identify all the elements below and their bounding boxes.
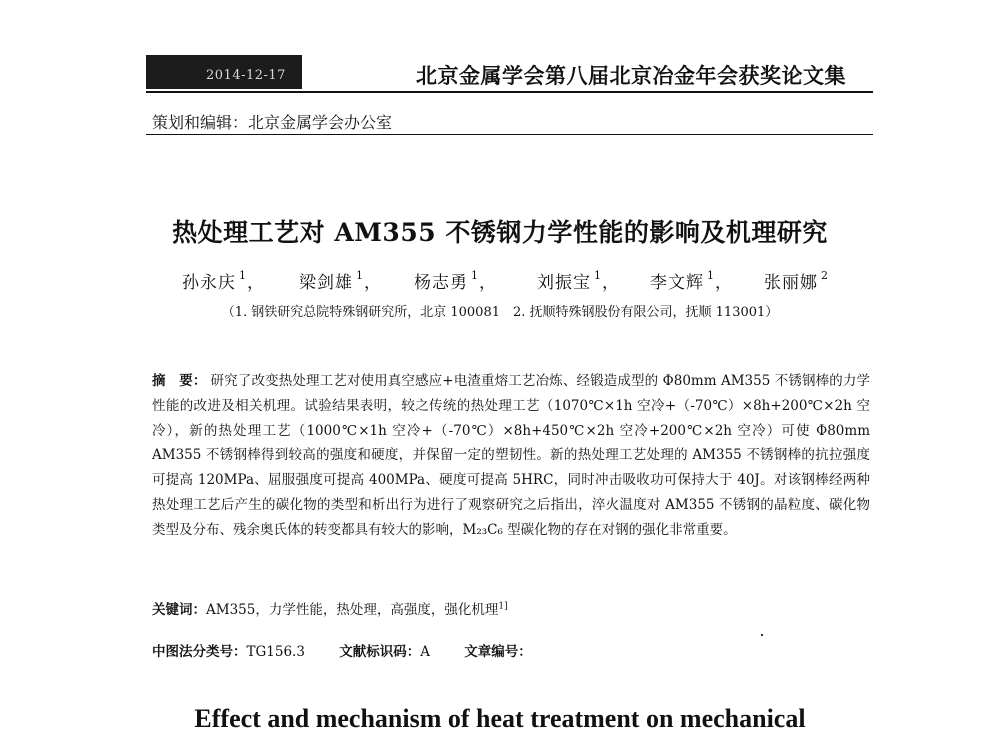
journal-title: 北京金属学会第八届北京冶金年会获奖论文集	[416, 63, 846, 88]
abstract-text: 研究了改变热处理工艺对使用真空感应+电渣重熔工艺冶炼、经锻造成型的 Φ80mm AM355 不锈钢棒的力学性能的改进及相关机理。试验结果表明，较之传统的热处理工艺（1070℃×1h 空冷+（-70℃）×8h+200℃×2h 空冷），新的热处理工艺（1000℃×1h 空冷+（-70℃）×8h+450℃×2h 空冷+200℃×2h 空冷）可使 Φ80mm AM355 不锈钢棒得到较高的强度和硬度，并保留一定的塑韧性。新的热处理工艺处理的 AM355 不锈钢棒的抗拉强度可提高 120MPa、屈服强度可提高 400MPa、硬度可提高 5HRC，同时冲击吸收功可保持大于 40J。对该钢棒经两种热处理工艺后产生的碳化物的类型和析出行为进行了观察研究之后指出，淬火温度对 AM355 不锈钢的晶粒度、碳化物类型及分布、残余奥氏体的转变都具有较大的影响，M₂₃C₆ 型碳化物的存在对钢的强化非常重要。	[152, 373, 871, 538]
english-title: Effect and mechanism of heat treatment on mechanical	[194, 704, 806, 733]
header-date-box	[146, 55, 302, 89]
keywords-text: AM355，力学性能，热处理，高强度，强化机理	[206, 602, 499, 618]
author-3: 杨志勇 $^1$，	[414, 269, 497, 293]
affiliations: （1. 钢铁研究总院特殊钢研究所，北京 100081 2. 抚顺特殊钢股份有限公司，抚顺 113001）	[221, 305, 779, 320]
author-5: 李文辉 $^1$，	[650, 269, 733, 293]
keywords-label: 关键词：	[152, 602, 206, 618]
classification-line	[152, 640, 562, 660]
keywords	[152, 598, 508, 618]
document-code: 文献标识码：A	[339, 644, 430, 660]
scan-speck	[761, 634, 763, 636]
author-2: 梁剑雄 $^1$，	[299, 269, 382, 293]
author-6: 张丽娜 $^2$	[764, 269, 829, 293]
abstract	[152, 369, 870, 543]
header-date: 2014-12-17	[206, 68, 286, 83]
author-4: 刘振宝 $^1$，	[537, 269, 620, 293]
author-1: 孙永庆 $^1$，	[182, 269, 265, 293]
article-id: 文章编号：	[464, 644, 532, 660]
paper-title: 热处理工艺对 AM355 不锈钢力学性能的影响及机理研究	[172, 218, 828, 247]
editor-rule	[146, 134, 873, 135]
header-rule	[146, 91, 873, 93]
editor-line: 策划和编辑：北京金属学会办公室	[152, 113, 393, 132]
keywords-sup: 1]	[498, 601, 508, 612]
clc-number: 中图法分类号：TG156.3	[152, 644, 305, 660]
abstract-label: 摘 要：	[152, 373, 207, 389]
